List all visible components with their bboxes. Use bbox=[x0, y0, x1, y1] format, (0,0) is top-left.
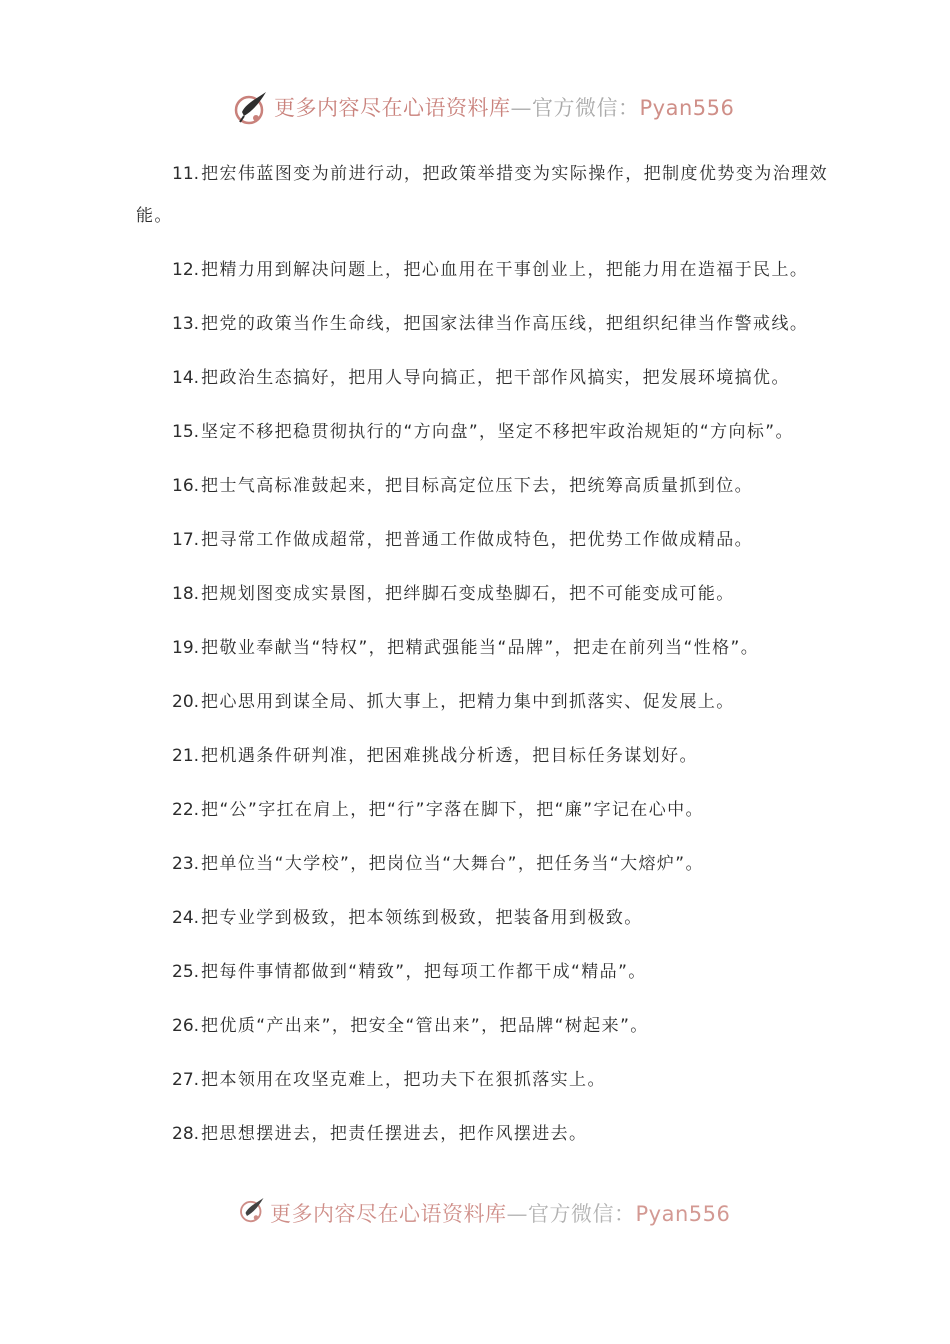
footer-dash: — bbox=[506, 1202, 528, 1226]
item-text: 把专业学到极致，把本领练到极致，把装备用到极致。 bbox=[201, 908, 643, 928]
list-item bbox=[136, 411, 828, 453]
document-body bbox=[136, 153, 828, 1167]
list-item bbox=[136, 735, 828, 777]
item-text: 把宏伟蓝图变为前进行动，把政策举措变为实际操作，把制度优势变为治理效能。 bbox=[136, 164, 828, 226]
item-text: 把本领用在攻坚克难上，把功夫下在狠抓落实上。 bbox=[201, 1070, 606, 1090]
item-number: 23. bbox=[172, 854, 200, 874]
item-number: 14. bbox=[172, 368, 200, 388]
list-item bbox=[136, 951, 828, 993]
list-item bbox=[136, 249, 828, 291]
item-text: 把敬业奉献当“特权”，把精武强能当“品牌”，把走在前列当“性格”。 bbox=[201, 638, 760, 658]
page-footer bbox=[238, 1202, 731, 1226]
header-wechat-id: Pyan556 bbox=[639, 96, 735, 120]
item-number: 21. bbox=[172, 746, 200, 766]
item-text: 把精力用到解决问题上，把心血用在干事创业上，把能力用在造福于民上。 bbox=[201, 260, 809, 280]
item-number: 24. bbox=[172, 908, 200, 928]
item-text: 把机遇条件研判准，把困难挑战分析透，把目标任务谋划好。 bbox=[201, 746, 698, 766]
item-text: 把党的政策当作生命线，把国家法律当作高压线，把组织纪律当作警戒线。 bbox=[201, 314, 809, 334]
item-text: 把心思用到谋全局、抓大事上，把精力集中到抓落实、促发展上。 bbox=[201, 692, 735, 712]
item-number: 15. bbox=[172, 422, 200, 442]
page-header bbox=[232, 86, 734, 130]
item-number: 22. bbox=[172, 800, 200, 820]
item-number: 17. bbox=[172, 530, 200, 550]
item-number: 11. bbox=[172, 164, 200, 184]
quill-logo-icon bbox=[238, 1195, 268, 1225]
list-item bbox=[136, 153, 828, 237]
item-number: 19. bbox=[172, 638, 200, 658]
item-number: 12. bbox=[172, 260, 200, 280]
list-item bbox=[136, 519, 828, 561]
item-text: 把单位当“大学校”，把岗位当“大舞台”，把任务当“大熔炉”。 bbox=[201, 854, 704, 874]
item-text: 把每件事情都做到“精致”，把每项工作都干成“精品”。 bbox=[201, 962, 647, 982]
item-number: 20. bbox=[172, 692, 200, 712]
item-text: 把优质“产出来”，把安全“管出来”，把品牌“树起来”。 bbox=[201, 1016, 649, 1036]
list-item bbox=[136, 1005, 828, 1047]
list-item bbox=[136, 465, 828, 507]
item-text: 把思想摆进去，把责任摆进去，把作风摆进去。 bbox=[201, 1124, 588, 1144]
list-item bbox=[136, 789, 828, 831]
list-item bbox=[136, 573, 828, 615]
item-text: 把寻常工作做成超常，把普通工作做成特色，把优势工作做成精品。 bbox=[201, 530, 754, 550]
item-number: 18. bbox=[172, 584, 200, 604]
header-main-text: 更多内容尽在心语资料库 bbox=[274, 96, 511, 120]
item-text: 坚定不移把稳贯彻执行的“方向盘”，坚定不移把牢政治规矩的“方向标”。 bbox=[201, 422, 794, 442]
item-text: 把士气高标准鼓起来，把目标高定位压下去，把统筹高质量抓到位。 bbox=[201, 476, 754, 496]
item-number: 26. bbox=[172, 1016, 200, 1036]
quill-logo-icon bbox=[232, 88, 272, 128]
item-number: 25. bbox=[172, 962, 200, 982]
list-item bbox=[136, 843, 828, 885]
list-item bbox=[136, 1059, 828, 1101]
list-item bbox=[136, 303, 828, 345]
item-number: 27. bbox=[172, 1070, 200, 1090]
item-text: 把政治生态搞好，把用人导向搞正，把干部作风搞实，把发展环境搞优。 bbox=[201, 368, 790, 388]
item-number: 16. bbox=[172, 476, 200, 496]
footer-banner-text bbox=[270, 1203, 730, 1225]
header-dash: — bbox=[510, 96, 532, 120]
footer-wechat-id: Pyan556 bbox=[635, 1202, 731, 1226]
list-item bbox=[136, 357, 828, 399]
footer-wechat-label: 官方微信： bbox=[528, 1202, 636, 1226]
list-item bbox=[136, 897, 828, 939]
list-item bbox=[136, 1113, 828, 1155]
header-banner-text bbox=[274, 86, 734, 130]
item-number: 28. bbox=[172, 1124, 200, 1144]
list-item bbox=[136, 627, 828, 669]
footer-main-text: 更多内容尽在心语资料库 bbox=[270, 1202, 507, 1226]
item-text: 把规划图变成实景图，把绊脚石变成垫脚石，把不可能变成可能。 bbox=[201, 584, 735, 604]
item-text: 把“公”字扛在肩上，把“行”字落在脚下，把“廉”字记在心中。 bbox=[201, 800, 704, 820]
item-number: 13. bbox=[172, 314, 200, 334]
list-item bbox=[136, 681, 828, 723]
header-wechat-label: 官方微信： bbox=[532, 96, 640, 120]
